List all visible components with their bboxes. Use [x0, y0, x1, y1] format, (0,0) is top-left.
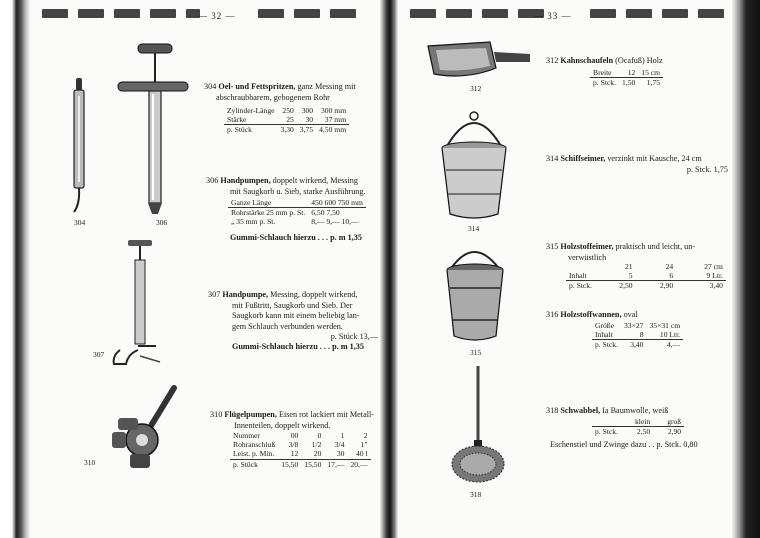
item-315 [546, 242, 732, 263]
text-left_page-items-3-title: Flügelpumpen, [224, 410, 277, 419]
text-left_page-items-1-title: Handpumpen, [220, 176, 271, 185]
figure-label-310: 310 [84, 458, 96, 467]
text-right_page-items-4-table-0-1: klein [621, 417, 653, 427]
text-left_page-items-3-table-1-4: 1" [360, 440, 368, 450]
text-right_page-items-4-table-0-2: groß [653, 417, 684, 427]
hand-pump-illustration [116, 42, 190, 218]
text-right_page-items-3-table-1-1: 8 [621, 330, 646, 340]
item-304-table [224, 106, 349, 135]
item-315-table [566, 262, 726, 291]
item-306 [206, 176, 378, 197]
text-right_page-items-0-table-0-1: 12 [619, 68, 638, 78]
text-left_page-items-3-table-2-2: 20 [301, 449, 324, 459]
text-left_page-items-0-table-2-2: 3,75 [299, 125, 314, 135]
figure-label-312: 312 [470, 84, 482, 93]
text-right_page-items-0-title: Kahnschaufeln [560, 56, 614, 65]
text-right_page-items-4-subtitle: Ia Baumwolle, weiß [602, 406, 669, 415]
item-307-price: p. Stück 13,— [330, 332, 378, 342]
text-right_page-items-4-title: Schwabbel, [560, 406, 601, 415]
text-right_page-items-2-table-1-3: 9 Ltr. [676, 271, 726, 281]
text-right_page-items-4-table-1-0: p. Stck. [595, 427, 618, 437]
text-right_page-items-2-table-0-3: 27 cm [704, 262, 723, 271]
item-304-desc-1: ganz Messing mit [297, 82, 356, 91]
text-right_page-items-3-table-2-2: 4,— [666, 340, 681, 350]
text-left_page-items-3-table-1-1: 3/8 [288, 440, 299, 450]
text-right_page-items-3-table-1-2: 10 Ltr. [646, 330, 683, 340]
text-left_page-items-3-table-3-2: 15,50 [304, 459, 322, 469]
text-left_page-items-3-table-3-3: 17,— [327, 459, 345, 469]
swab-illustration [448, 364, 508, 486]
text-right_page-items-4-table-0-0 [592, 417, 621, 427]
text-right_page-items-3-subtitle: oval [623, 310, 638, 319]
text-left_page-items-0-table-0-0: Zylinder-Länge [227, 106, 275, 115]
text-left_page-items-3-table-2-1: 12 [278, 449, 301, 459]
text-left_page-items-3-table-3-1: 15,50 [281, 459, 299, 469]
text-left_page-items-3-table-3-4: 20,— [350, 459, 368, 469]
text-left_page-items-2-number: 307 [208, 290, 221, 299]
left-binding-tabs-2 [258, 9, 356, 21]
text-right_page-items-0-table-1-2: 1,75 [646, 78, 661, 88]
text-left_page-items-2-desc-1: mit Fußtritt, Saugkorb und Sieb. Der [232, 300, 353, 310]
item-307-hose: Gummi-Schlauch hierzu . . . p. m 1,35 [232, 342, 364, 351]
text-left_page-items-0-table-1-3: 37 mm [316, 115, 349, 125]
ship-bucket-illustration [436, 104, 512, 220]
item-314-price: p. Stck. 1,75 [686, 164, 728, 174]
left-binding-tabs [42, 9, 200, 21]
text-left_page-items-3-table-0-1: 00 [290, 431, 299, 440]
text-left_page-items-3-table-0-0: Nummer [233, 431, 260, 440]
text-left_page-items-2-desc-3: gem Schlauch verbunden werden. [232, 321, 343, 331]
text-left_page-items-1-table-0-0: Ganze Länge [228, 198, 308, 208]
text-right_page-items-3-table-1-0: Inhalt [592, 330, 621, 340]
text-right_page-items-4-number: 318 [546, 406, 559, 415]
text-right_page-items-3-number: 316 [546, 310, 559, 319]
text-left_page-items-0-table-0-3: 300 mm [321, 106, 347, 115]
text-right_page-items-0-table-0-0: Breite [590, 68, 619, 78]
figure-label-307: 307 [93, 350, 105, 359]
text-right_page-items-2-table-2-3: 3,40 [709, 281, 723, 291]
wing-pump-illustration [104, 384, 186, 472]
text-right_page-items-0-table-1-0: p. Stck. [593, 78, 616, 88]
text-right_page-items-0-subtitle: (Ocafuß) Holz [615, 56, 663, 65]
text-right_page-items-2-table-0-1: 21 [625, 262, 633, 271]
text-right_page-items-2-table-1-1: 5 [595, 271, 636, 281]
text-right_page-items-2-table-2-2: 2,90 [659, 281, 674, 291]
text-right_page-items-3-table-0-1: 33×27 [624, 321, 644, 330]
text-left_page-items-3-table-0-3: 1 [340, 431, 345, 440]
right-binding-tabs [410, 9, 544, 21]
item-304-number: 304 [204, 82, 217, 91]
text-right_page-items-3-table-2-1: 3,40 [630, 340, 644, 350]
text-left_page-items-1-table-2-1: 8,— 9,— 10,— [311, 217, 359, 227]
item-310 [210, 410, 380, 431]
text-left_page-items-1-table-1-1: 6,50 7,50 [311, 208, 340, 218]
oil-syringe-illustration [66, 78, 96, 218]
item-304 [204, 82, 376, 103]
text-right_page-items-1-number: 314 [546, 154, 559, 163]
text-left_page-items-1-table-2-0: „ 35 mm p. St. [231, 217, 276, 227]
scoop-illustration [426, 40, 532, 82]
figure-label-306: 306 [156, 218, 168, 227]
text-left_page-items-3-desc-1: Innenteilen, doppelt wirkend. [234, 420, 331, 430]
text-right_page-items-2-table-2-1: 2,50 [619, 281, 633, 291]
text-left_page-items-0-table-1-0: Stärke [224, 115, 278, 125]
text-left_page-items-1-table-0-1: 450 600 750 mm [308, 198, 366, 208]
left-page-number: — 32 — [198, 11, 236, 21]
item-318-handle: Eschenstiel und Zwinge dazu . . p. Stck. 0,80 [550, 440, 698, 449]
text-right_page-items-2-table-1-0: Inhalt [566, 271, 595, 281]
text-right_page-items-0-number: 312 [546, 56, 559, 65]
text-left_page-items-2-title: Handpumpe, [222, 290, 269, 299]
item-312-table [590, 68, 663, 87]
text-left_page-items-3-table-2-3: 30 [324, 449, 347, 459]
text-right_page-items-2-table-0-2: 24 [665, 262, 674, 271]
item-314 [546, 154, 728, 175]
text-left_page-items-3-table-1-0: Rohranschluß [233, 440, 276, 450]
wood-pulp-bucket-illustration [442, 244, 508, 344]
item-318-table [592, 417, 684, 436]
item-306-hose: Gummi-Schlauch hierzu . . . p. m 1,35 [230, 233, 362, 242]
text-left_page-items-0-table-0-2: 300 [301, 106, 314, 115]
text-right_page-items-3-title: Holzstoffwannen, [560, 310, 622, 319]
item-310-table [230, 431, 371, 469]
text-left_page-items-3-table-2-4: 40 l [347, 449, 370, 459]
text-right_page-items-1-title: Schiffseimer, [560, 154, 606, 163]
text-left_page-items-1-number: 306 [206, 176, 219, 185]
text-right_page-items-2-desc-1: verwüstlich [568, 252, 607, 262]
text-right_page-items-2-title: Holzstoffeimer, [560, 242, 614, 251]
item-312 [546, 56, 663, 67]
text-right_page-items-1-desc: verzinkt mit Kausche, 24 cm [607, 154, 702, 163]
text-left_page-items-0-table-2-0: p. Stück [227, 125, 252, 135]
text-left_page-items-3-table-2-0: Leist. p. Min. [230, 449, 278, 459]
text-left_page-items-3-table-0-2: 0 [317, 431, 322, 440]
item-307 [208, 290, 378, 343]
text-left_page-items-1-table-1-0: Rohrstärke 25 mm p. St. [231, 208, 306, 218]
text-left_page-items-3-desc-0: Eisen rot lackiert mit Metall- [278, 410, 374, 419]
text-left_page-items-2-desc-0: Messing, doppelt wirkend, [270, 290, 358, 299]
book-spine [380, 0, 398, 538]
text-left_page-items-3-number: 310 [210, 410, 223, 419]
text-left_page-items-0-table-0-1: 250 [282, 106, 294, 115]
text-right_page-items-3-table-2-0: p. Stck. [595, 340, 618, 350]
item-304-title: Oel- und Fettspritzen, [218, 82, 296, 91]
text-right_page-items-2-table-2-0: p. Stck. [569, 281, 592, 291]
text-right_page-items-2-table-1-2: 6 [636, 271, 677, 281]
right-page-edge [732, 0, 760, 538]
text-left_page-items-0-table-1-2: 30 [297, 115, 316, 125]
text-right_page-items-2-table-0-0 [566, 262, 595, 271]
text-right_page-items-3-table-0-0: Größe [595, 321, 614, 330]
text-right_page-items-4-table-1-2: 2,90 [667, 427, 682, 437]
text-right_page-items-0-table-1-1: 1,50 [622, 78, 636, 88]
text-left_page-items-0-table-2-1: 3,30 [280, 125, 294, 135]
item-304-desc-2: abschraubbarem, gebogenem Rohr [216, 92, 330, 102]
text-left_page-items-1-desc-1: mit Saugkorb u. Sieb, starke Ausführung. [230, 186, 366, 196]
text-left_page-items-0-table-2-3: 4,50 mm [319, 125, 347, 135]
item-318 [546, 406, 668, 417]
left-page-edge [0, 0, 30, 538]
text-left_page-items-0-table-1-1: 25 [278, 115, 297, 125]
item-316 [546, 310, 638, 321]
figure-label-304: 304 [74, 218, 86, 227]
text-right_page-items-4-table-1-1: 2,50 [636, 427, 651, 437]
right-binding-tabs-2 [590, 9, 724, 21]
figure-label-318: 318 [470, 490, 482, 499]
text-left_page-items-3-table-0-4: 2 [363, 431, 368, 440]
text-left_page-items-1-desc-0: doppelt wirkend, Messing [272, 176, 358, 185]
text-right_page-items-2-desc-0: praktisch und leicht, un- [615, 242, 696, 251]
foot-pump-illustration [108, 238, 164, 370]
text-right_page-items-3-table-0-2: 35×31 cm [649, 321, 681, 330]
text-right_page-items-0-table-0-2: 15 cm [638, 68, 663, 78]
figure-label-314: 314 [468, 224, 480, 233]
text-left_page-items-3-table-1-3: 3/4 [334, 440, 345, 450]
figure-label-315: 315 [470, 348, 482, 357]
text-left_page-items-3-table-1-2: 1/2 [311, 440, 322, 450]
text-left_page-items-3-table-3-0: p. Stück [233, 459, 258, 469]
right-page-number: — 33 — [534, 11, 572, 21]
text-left_page-items-2-desc-2: Saugkorb kann mit einem beliebig lan- [232, 311, 360, 321]
item-316-table [592, 321, 683, 350]
text-right_page-items-2-number: 315 [546, 242, 559, 251]
item-306-table [228, 198, 366, 227]
